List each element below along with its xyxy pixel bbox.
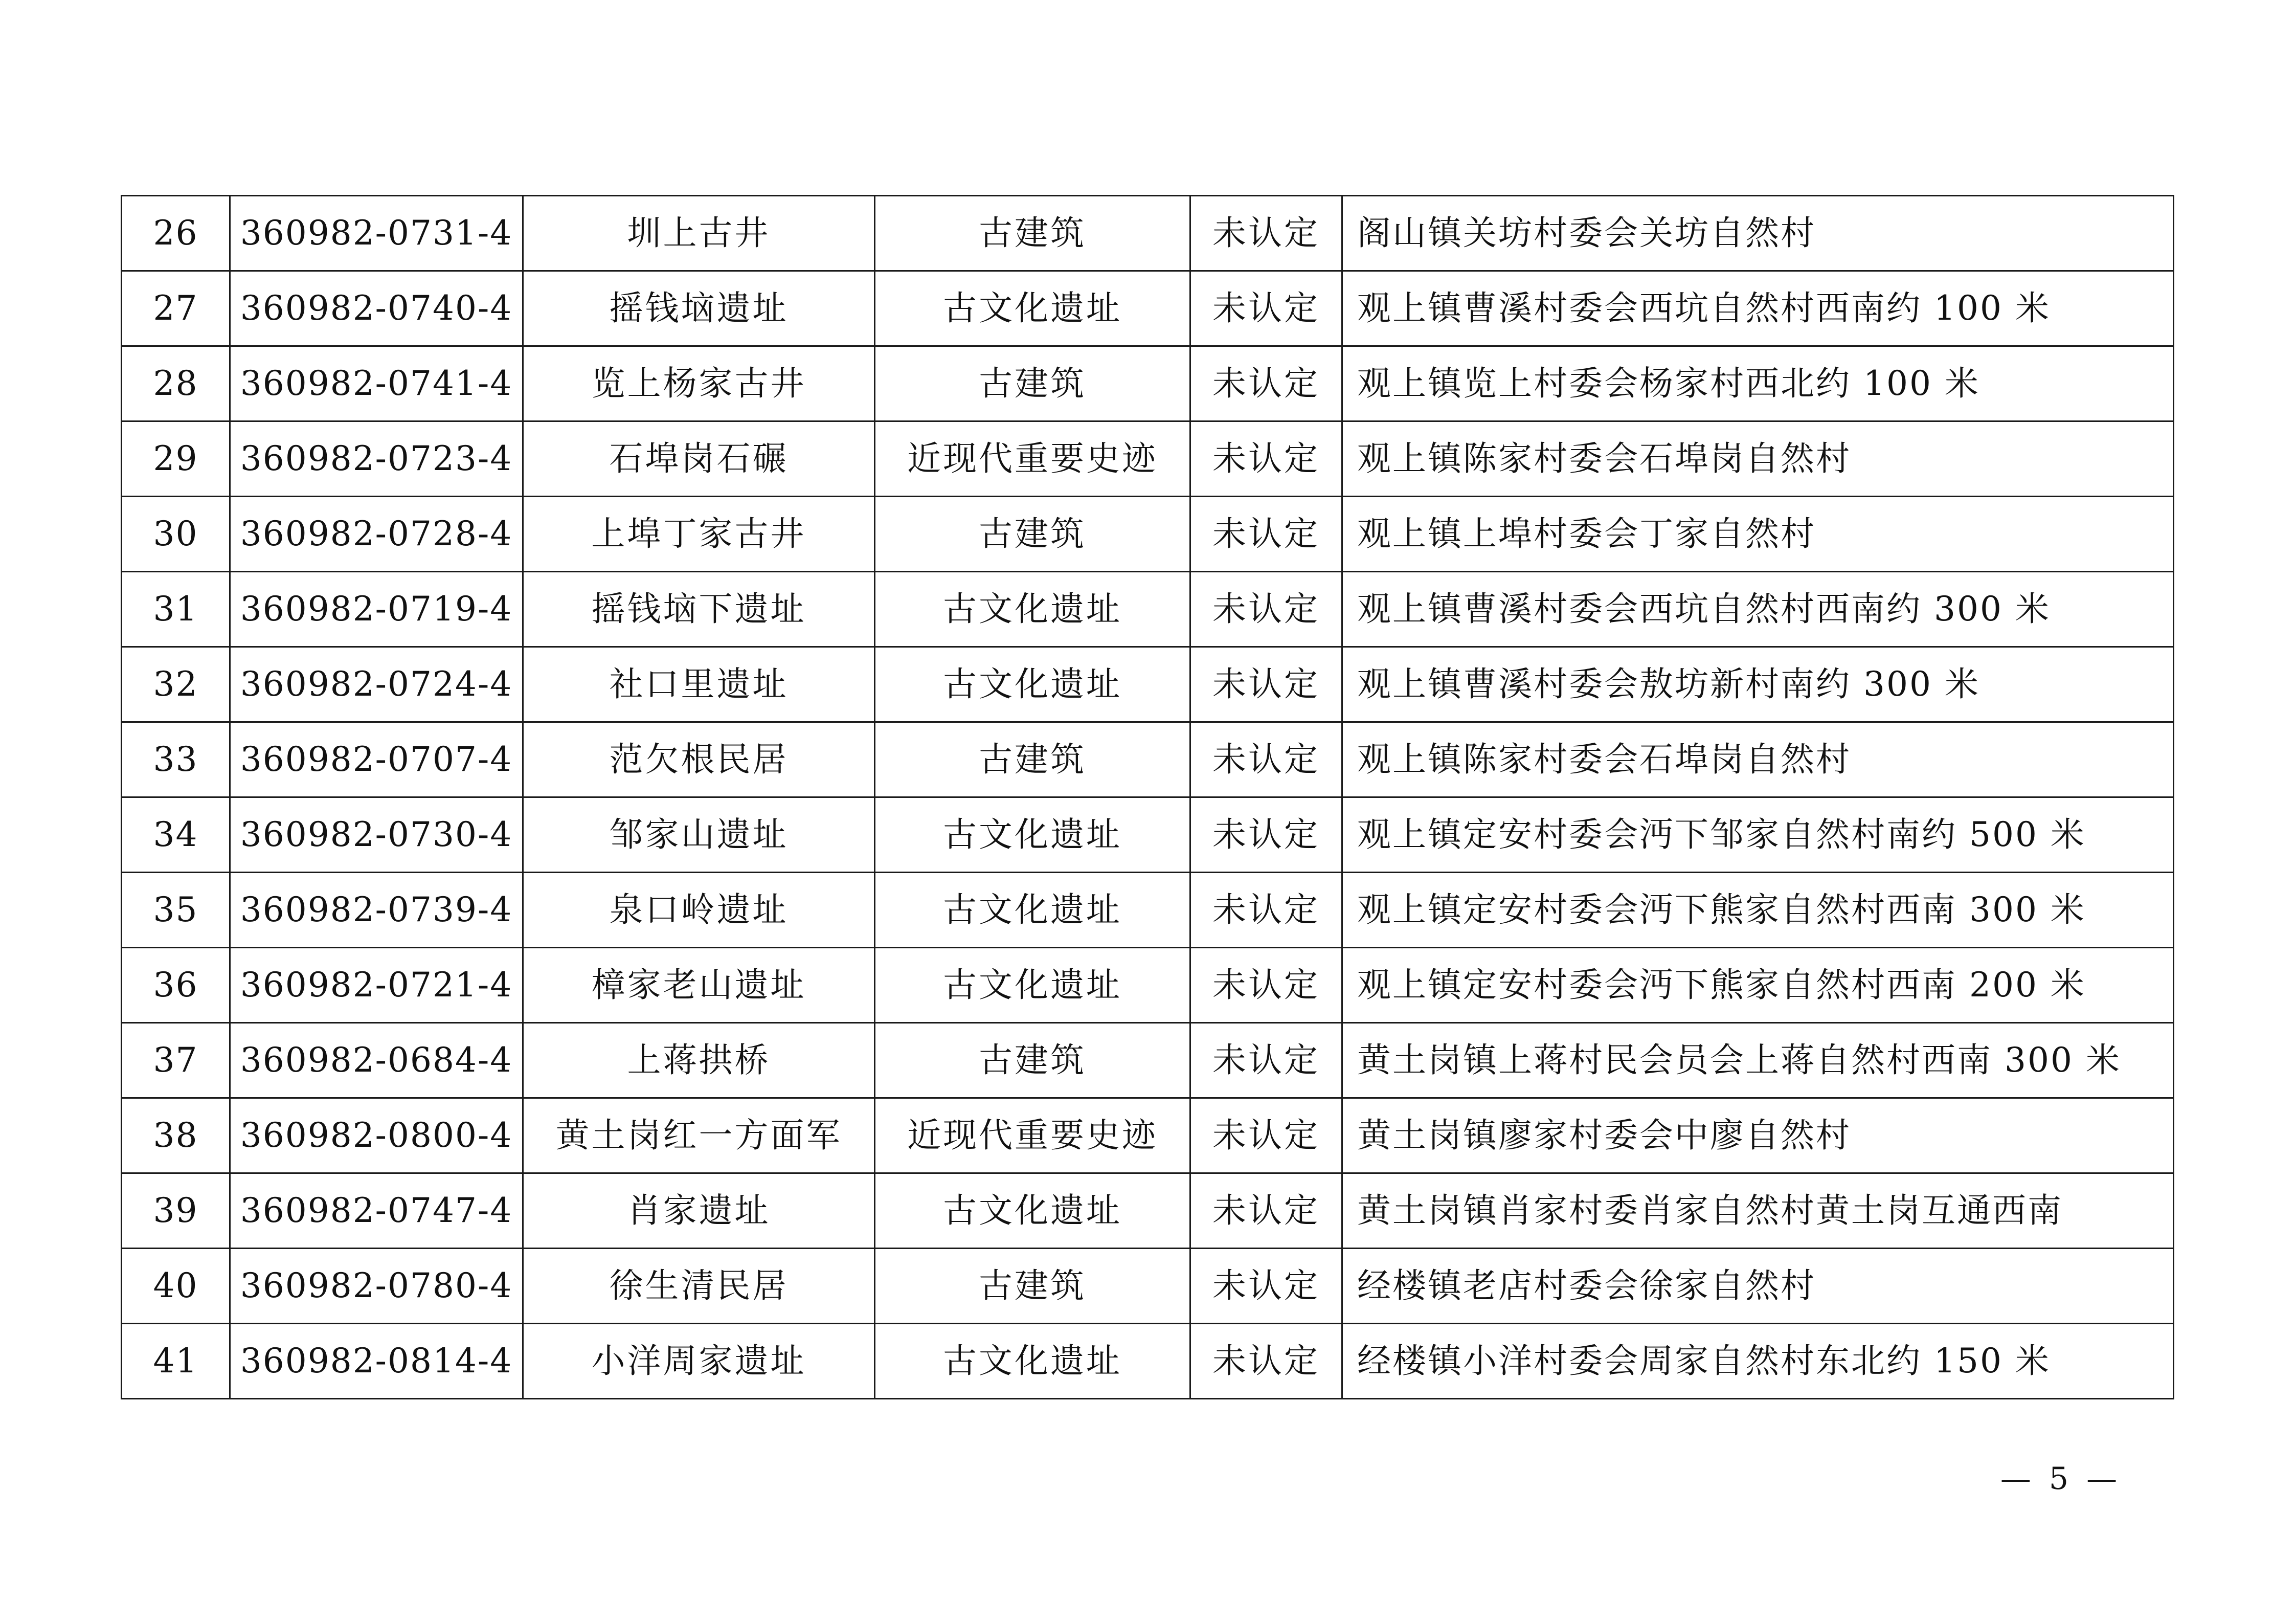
cell-category: 古建筑 xyxy=(875,196,1190,271)
cell-number: 26 xyxy=(122,196,230,271)
cell-site-name: 黄土岗红一方面军 xyxy=(523,1098,875,1173)
cell-category: 古文化遗址 xyxy=(875,873,1190,948)
cell-site-name: 览上杨家古井 xyxy=(523,346,875,421)
cell-number: 29 xyxy=(122,421,230,497)
table-row xyxy=(122,1098,2174,1173)
cell-number: 27 xyxy=(122,271,230,346)
cell-site-name: 石埠岗石碾 xyxy=(523,421,875,497)
page-number: — 5 — xyxy=(2000,1461,2122,1497)
cell-number: 36 xyxy=(122,948,230,1023)
cell-site-name: 樟家老山遗址 xyxy=(523,948,875,1023)
cell-status: 未认定 xyxy=(1190,196,1342,271)
cell-code: 360982-0814-4 xyxy=(230,1324,523,1399)
cell-category: 古文化遗址 xyxy=(875,797,1190,873)
cell-category: 近现代重要史迹 xyxy=(875,1098,1190,1173)
cell-location: 经楼镇老店村委会徐家自然村 xyxy=(1342,1249,2174,1324)
cell-category: 古文化遗址 xyxy=(875,572,1190,647)
table-row xyxy=(122,1324,2174,1399)
table-row xyxy=(122,873,2174,948)
cell-number: 30 xyxy=(122,497,230,572)
table-row xyxy=(122,797,2174,873)
cell-location: 观上镇定安村委会沔下熊家自然村西南 200 米 xyxy=(1342,948,2174,1023)
cell-code: 360982-0684-4 xyxy=(230,1023,523,1098)
table-row xyxy=(122,346,2174,421)
cell-site-name: 徐生清民居 xyxy=(523,1249,875,1324)
cell-code: 360982-0723-4 xyxy=(230,421,523,497)
cell-location: 经楼镇小洋村委会周家自然村东北约 150 米 xyxy=(1342,1324,2174,1399)
cell-site-name: 邹家山遗址 xyxy=(523,797,875,873)
cell-site-name: 肖家遗址 xyxy=(523,1173,875,1249)
cell-location: 观上镇陈家村委会石埠岗自然村 xyxy=(1342,421,2174,497)
cell-site-name: 小洋周家遗址 xyxy=(523,1324,875,1399)
cell-status: 未认定 xyxy=(1190,421,1342,497)
cell-location: 黄土岗镇上蒋村民会员会上蒋自然村西南 300 米 xyxy=(1342,1023,2174,1098)
cell-status: 未认定 xyxy=(1190,1098,1342,1173)
cell-code: 360982-0707-4 xyxy=(230,722,523,797)
cell-location: 阁山镇关坊村委会关坊自然村 xyxy=(1342,196,2174,271)
cell-category: 古建筑 xyxy=(875,1249,1190,1324)
cell-status: 未认定 xyxy=(1190,572,1342,647)
cell-status: 未认定 xyxy=(1190,497,1342,572)
cell-number: 32 xyxy=(122,647,230,722)
cell-status: 未认定 xyxy=(1190,1173,1342,1249)
cell-site-name: 泉口岭遗址 xyxy=(523,873,875,948)
cell-number: 40 xyxy=(122,1249,230,1324)
cell-code: 360982-0747-4 xyxy=(230,1173,523,1249)
cell-location: 观上镇陈家村委会石埠岗自然村 xyxy=(1342,722,2174,797)
table-row xyxy=(122,1023,2174,1098)
table-row xyxy=(122,497,2174,572)
cell-category: 古文化遗址 xyxy=(875,1324,1190,1399)
cell-code: 360982-0780-4 xyxy=(230,1249,523,1324)
cell-location: 观上镇览上村委会杨家村西北约 100 米 xyxy=(1342,346,2174,421)
cell-status: 未认定 xyxy=(1190,722,1342,797)
cell-number: 33 xyxy=(122,722,230,797)
table-row xyxy=(122,421,2174,497)
cell-site-name: 社口里遗址 xyxy=(523,647,875,722)
cell-code: 360982-0721-4 xyxy=(230,948,523,1023)
cell-site-name: 上埠丁家古井 xyxy=(523,497,875,572)
cell-number: 37 xyxy=(122,1023,230,1098)
table-row xyxy=(122,948,2174,1023)
table-row xyxy=(122,647,2174,722)
cell-number: 41 xyxy=(122,1324,230,1399)
cell-code: 360982-0741-4 xyxy=(230,346,523,421)
cell-code: 360982-0724-4 xyxy=(230,647,523,722)
cell-number: 34 xyxy=(122,797,230,873)
cell-site-name: 上蒋拱桥 xyxy=(523,1023,875,1098)
cell-code: 360982-0731-4 xyxy=(230,196,523,271)
cell-code: 360982-0730-4 xyxy=(230,797,523,873)
cell-status: 未认定 xyxy=(1190,346,1342,421)
cell-number: 35 xyxy=(122,873,230,948)
table-row xyxy=(122,1173,2174,1249)
cell-category: 古文化遗址 xyxy=(875,271,1190,346)
table-row xyxy=(122,572,2174,647)
cell-status: 未认定 xyxy=(1190,647,1342,722)
cell-category: 古建筑 xyxy=(875,722,1190,797)
table-row xyxy=(122,271,2174,346)
cell-category: 古建筑 xyxy=(875,1023,1190,1098)
cell-site-name: 摇钱垴下遗址 xyxy=(523,572,875,647)
cell-location: 观上镇定安村委会沔下邹家自然村南约 500 米 xyxy=(1342,797,2174,873)
cell-site-name: 范欠根民居 xyxy=(523,722,875,797)
cell-category: 古文化遗址 xyxy=(875,647,1190,722)
cell-category: 近现代重要史迹 xyxy=(875,421,1190,497)
cell-category: 古文化遗址 xyxy=(875,948,1190,1023)
cell-status: 未认定 xyxy=(1190,1324,1342,1399)
cell-status: 未认定 xyxy=(1190,797,1342,873)
cell-category: 古文化遗址 xyxy=(875,1173,1190,1249)
table-row xyxy=(122,1249,2174,1324)
cell-code: 360982-0740-4 xyxy=(230,271,523,346)
cell-number: 28 xyxy=(122,346,230,421)
cell-site-name: 圳上古井 xyxy=(523,196,875,271)
cell-site-name: 摇钱垴遗址 xyxy=(523,271,875,346)
cell-code: 360982-0719-4 xyxy=(230,572,523,647)
cell-number: 38 xyxy=(122,1098,230,1173)
cell-status: 未认定 xyxy=(1190,873,1342,948)
cell-location: 观上镇曹溪村委会敖坊新村南约 300 米 xyxy=(1342,647,2174,722)
cell-status: 未认定 xyxy=(1190,1249,1342,1324)
cell-location: 观上镇上埠村委会丁家自然村 xyxy=(1342,497,2174,572)
table-row xyxy=(122,722,2174,797)
cell-location: 黄土岗镇肖家村委肖家自然村黄土岗互通西南 xyxy=(1342,1173,2174,1249)
heritage-sites-table xyxy=(121,195,2174,1399)
cell-location: 观上镇曹溪村委会西坑自然村西南约 300 米 xyxy=(1342,572,2174,647)
cell-number: 31 xyxy=(122,572,230,647)
cell-location: 观上镇定安村委会沔下熊家自然村西南 300 米 xyxy=(1342,873,2174,948)
cell-status: 未认定 xyxy=(1190,948,1342,1023)
cell-location: 观上镇曹溪村委会西坑自然村西南约 100 米 xyxy=(1342,271,2174,346)
cell-status: 未认定 xyxy=(1190,1023,1342,1098)
cell-category: 古建筑 xyxy=(875,497,1190,572)
cell-status: 未认定 xyxy=(1190,271,1342,346)
table-body xyxy=(122,196,2174,1399)
cell-category: 古建筑 xyxy=(875,346,1190,421)
cell-number: 39 xyxy=(122,1173,230,1249)
table-row xyxy=(122,196,2174,271)
cell-code: 360982-0800-4 xyxy=(230,1098,523,1173)
cell-location: 黄土岗镇廖家村委会中廖自然村 xyxy=(1342,1098,2174,1173)
cell-code: 360982-0739-4 xyxy=(230,873,523,948)
cell-code: 360982-0728-4 xyxy=(230,497,523,572)
